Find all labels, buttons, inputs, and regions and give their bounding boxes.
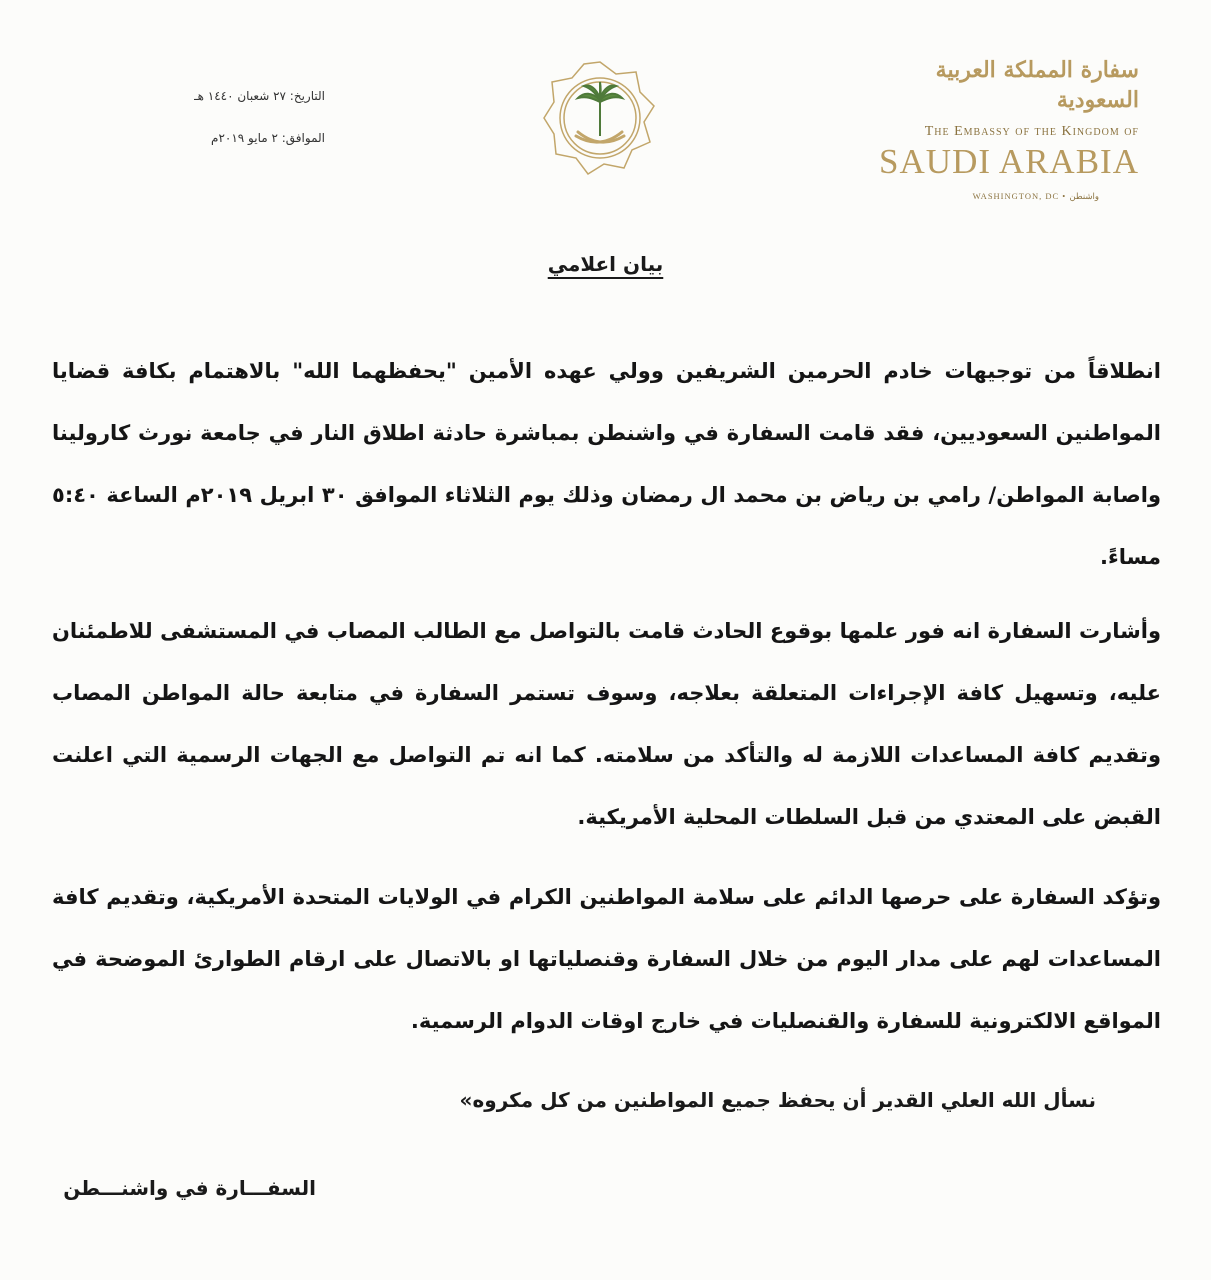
date-gregorian: الموافق: ٢ مايو ٢٠١٩م [211, 131, 325, 145]
closing-prayer: نسأل الله العلي القدير أن يحفظ جميع المواطنين من كل مكروه» [459, 1088, 1096, 1112]
embassy-name-arabic: سفارة المملكة العربية السعودية [935, 57, 1139, 113]
embassy-location: WASHINGTON, DC • واشنطن [972, 191, 1099, 201]
date-hijri: التاريخ: ٢٧ شعبان ١٤٤٠ هـ [194, 89, 325, 103]
embassy-logo [859, 55, 1139, 202]
paragraph-1: انطلاقاً من توجيهات خادم الحرمين الشريفين وولي عهده الأمين "يحفظهما الله" بالاهتمام بكافة قضايا المواطنين السعوديين، فقد قامت السفارة في واشنطن بمباشرة حادثة اطلاق النار في جامعة نورث كارولينا واصابة المواطن/ رامي بن رياض بن محمد ال رمضان وذلك يوم الثلاثاء الموافق ٣٠ ابريل ٢٠١٩م الساعة ٥:٤٠ مساءً. [52, 359, 1162, 569]
paragraph-3: وتؤكد السفارة على حرصها الدائم على سلامة المواطنين الكرام في الولايات المتحدة الأمريكية، وتقديم كافة المساعدات لهم على مدار اليوم من خلال السفارة وقنصلياتها او بالاتصال على ارقام الطوارئ الموضحة في المواقع الالكترونية للسفارة والقنصليات في خارج اوقات الدوام الرسمية. [52, 885, 1161, 1033]
embassy-name-english-line1: The Embassy of the Kingdom of [924, 124, 1139, 139]
embassy-name-english-line2: SAUDI ARABIA [879, 142, 1139, 181]
document-title: بيان اعلامي [547, 252, 664, 276]
paragraph-2: وأشارت السفارة انه فور علمها بوقوع الحادث قامت بالتواصل مع الطالب المصاب في المستشفى للاطمئنان عليه، وتسهيل كافة الإجراءات المتعلقة بعلاجه، وسوف تستمر السفارة في متابعة حالة المواطن المصاب وتقديم كافة المساعدات اللازمة له والتأكد من سلامته. كما انه تم التواصل مع الجهات الرسمية التي اعلنت القبض على المعتدي من قبل السلطات المحلية الأمريكية. [52, 619, 1161, 829]
header-dates [150, 85, 325, 149]
signature: السفـــارة في واشنـــطن [63, 1176, 316, 1200]
saudi-emblem-icon [540, 58, 660, 178]
